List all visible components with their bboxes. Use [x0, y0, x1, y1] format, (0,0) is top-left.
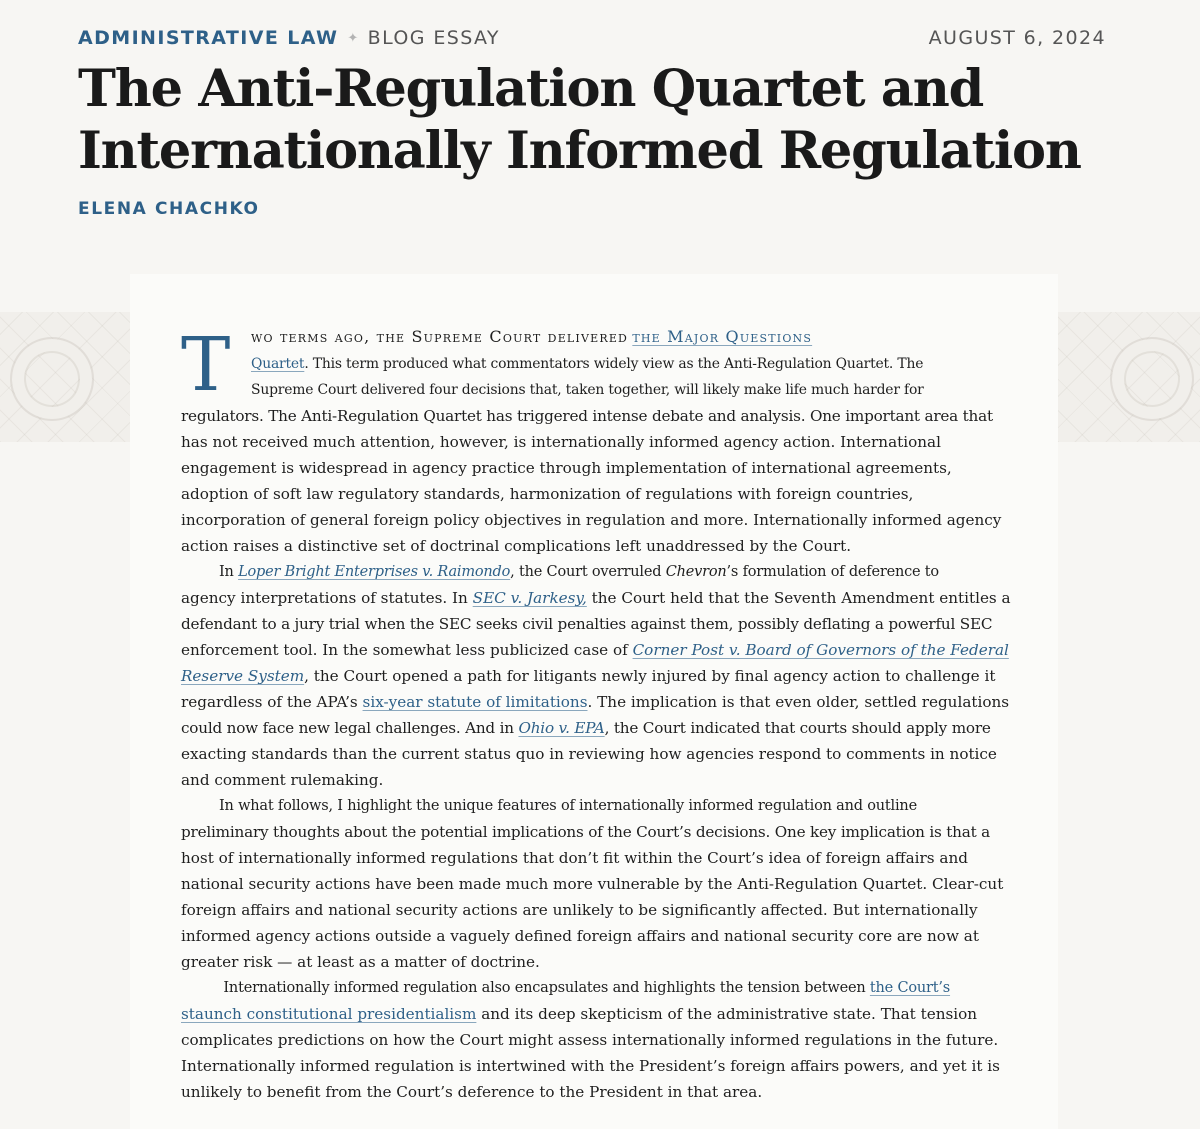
text-line: defendant to a jury trial when the SEC seeks civil penalties against them, possibly deflating a powerful SEC [181, 615, 993, 633]
text-line [181, 689, 1011, 715]
sec-jarkesy-link[interactable]: SEC v. Jarkesy, [472, 589, 587, 607]
text-line: engagement is widespread in agency practice through implementation of international agreements, [181, 459, 952, 477]
text-line [181, 559, 1011, 585]
text-line [181, 663, 1011, 689]
article-meta-row [78, 24, 1106, 52]
text-line: preliminary thoughts about the potential implications of the Court’s decisions. One key implication is that a [181, 823, 990, 841]
category-link[interactable]: ADMINISTRATIVE LAW [78, 27, 339, 49]
article-text [181, 324, 1011, 1105]
paragraph-intro [181, 324, 1011, 559]
text-line [181, 715, 1011, 741]
drop-cap: T [181, 322, 231, 408]
text-run: , the Court overruled [510, 564, 666, 580]
rosette-ornament-icon [1110, 337, 1194, 421]
text-line: adoption of soft law regulatory standards, harmonization of regulations with foreign countries, [181, 485, 914, 503]
text-run: enforcement tool. In the somewhat less publicized case of [181, 641, 633, 659]
paragraph-tension [181, 975, 1011, 1105]
major-questions-quartet-link[interactable]: the Major Questions [632, 327, 813, 346]
text-line: action raises a distinctive set of doctrinal complications left unaddressed by the Court. [181, 537, 852, 555]
article-labels [78, 27, 500, 49]
text-line: host of internationally informed regulations that don’t fit within the Court’s idea of foreign affairs and [181, 849, 968, 867]
text-line [181, 585, 1011, 611]
text-run: and its deep skepticism of the administrative state. That tension [476, 1005, 978, 1023]
text-line [181, 351, 1011, 377]
text-line: Supreme Court delivered four decisions that, taken together, will likely make life much harder for [251, 382, 924, 398]
text-run: . The implication is that even older, settled regulations [587, 693, 1010, 711]
text-line [181, 637, 1011, 663]
text-run: the Court held that the Seventh Amendment entitles a [586, 589, 1011, 607]
text-line: unlikely to benefit from the Court’s deference to the President in that area. [181, 1083, 763, 1101]
text-line: Internationally informed regulation is intertwined with the President’s foreign affairs powers, and yet it is [181, 1057, 1000, 1075]
text-line: complicates predictions on how the Court might assess internationally informed regulations in the future. [181, 1031, 999, 1049]
text-line [181, 1001, 1011, 1027]
text-line: has not received much attention, however, is internationally informed agency action. International [181, 433, 941, 451]
article-body [130, 274, 1058, 1129]
lead-smallcaps: wo terms ago, the Supreme Court delivered [251, 327, 629, 346]
text-line: foreign affairs and national security actions are unlikely to be significantly affected. But internationally [181, 901, 978, 919]
text-run: , the Court indicated that courts should apply more [604, 719, 991, 737]
case-name: Chevron [665, 564, 727, 580]
text-run: Internationally informed regulation also encapsulates and highlights the tension between [219, 980, 870, 996]
text-line: exacting standards than the current status quo in reviewing how agencies respond to comments in notice [181, 745, 997, 763]
text-line: and comment rulemaking. [181, 771, 384, 789]
text-line: In what follows, I highlight the unique features of internationally informed regulation and outline [219, 798, 917, 814]
text-run: could now face new legal challenges. And in [181, 719, 519, 737]
rosette-ornament-icon [10, 337, 94, 421]
author-link[interactable]: ELENA CHACHKO [78, 199, 260, 219]
page-title [78, 58, 1158, 182]
text-run: regardless of the APA’s [181, 693, 363, 711]
text-line: national security actions have been made much more vulnerable by the Anti-Regulation Quartet. Clear-cut [181, 875, 1004, 893]
text-line: regulators. The Anti-Regulation Quartet has triggered intense debate and analysis. One important area that [181, 407, 993, 425]
text-line: informed agency actions outside a vaguely defined foreign affairs and national security core are now at [181, 927, 979, 945]
publish-date: AUGUST 6, 2024 [928, 27, 1106, 49]
major-questions-quartet-link-cont[interactable]: Quartet [251, 356, 305, 372]
title-line: Internationally Informed Regulation [78, 121, 1081, 181]
presidentialism-link-cont[interactable]: staunch constitutional presidentialism [181, 1005, 477, 1023]
paragraph-implications [181, 793, 1011, 975]
loper-bright-link[interactable]: Loper Bright Enterprises v. Raimondo [238, 564, 511, 580]
text-run: . This term produced what commentators widely view as the Anti-Regulation Quartet. The [304, 356, 924, 372]
text-run: agency interpretations of statutes. In [181, 589, 473, 607]
text-run: In [219, 564, 239, 580]
text-run: , the Court opened a path for litigants newly injured by final agency action to challenge it [304, 667, 996, 685]
statute-of-limitations-link[interactable]: six-year statute of limitations [362, 693, 588, 711]
paragraph-cases [181, 559, 1011, 793]
article-type-label: BLOG ESSAY [367, 27, 500, 49]
text-line: greater risk — at least as a matter of doctrine. [181, 953, 540, 971]
four-point-star-icon: ✦ [347, 30, 360, 46]
ohio-epa-link[interactable]: Ohio v. EPA [518, 719, 605, 737]
text-line [181, 324, 1011, 351]
text-line [181, 975, 1011, 1001]
corner-post-link[interactable]: Corner Post v. Board of Governors of the Federal [632, 641, 1009, 659]
text-run: ’s formulation of deference to [726, 564, 939, 580]
presidentialism-link[interactable]: the Court’s [869, 980, 951, 996]
text-line: incorporation of general foreign policy objectives in regulation and more. Internationally informed agency [181, 511, 1002, 529]
title-line: The Anti-Regulation Quartet and [78, 59, 984, 119]
corner-post-link-cont[interactable]: Reserve System [181, 667, 305, 685]
